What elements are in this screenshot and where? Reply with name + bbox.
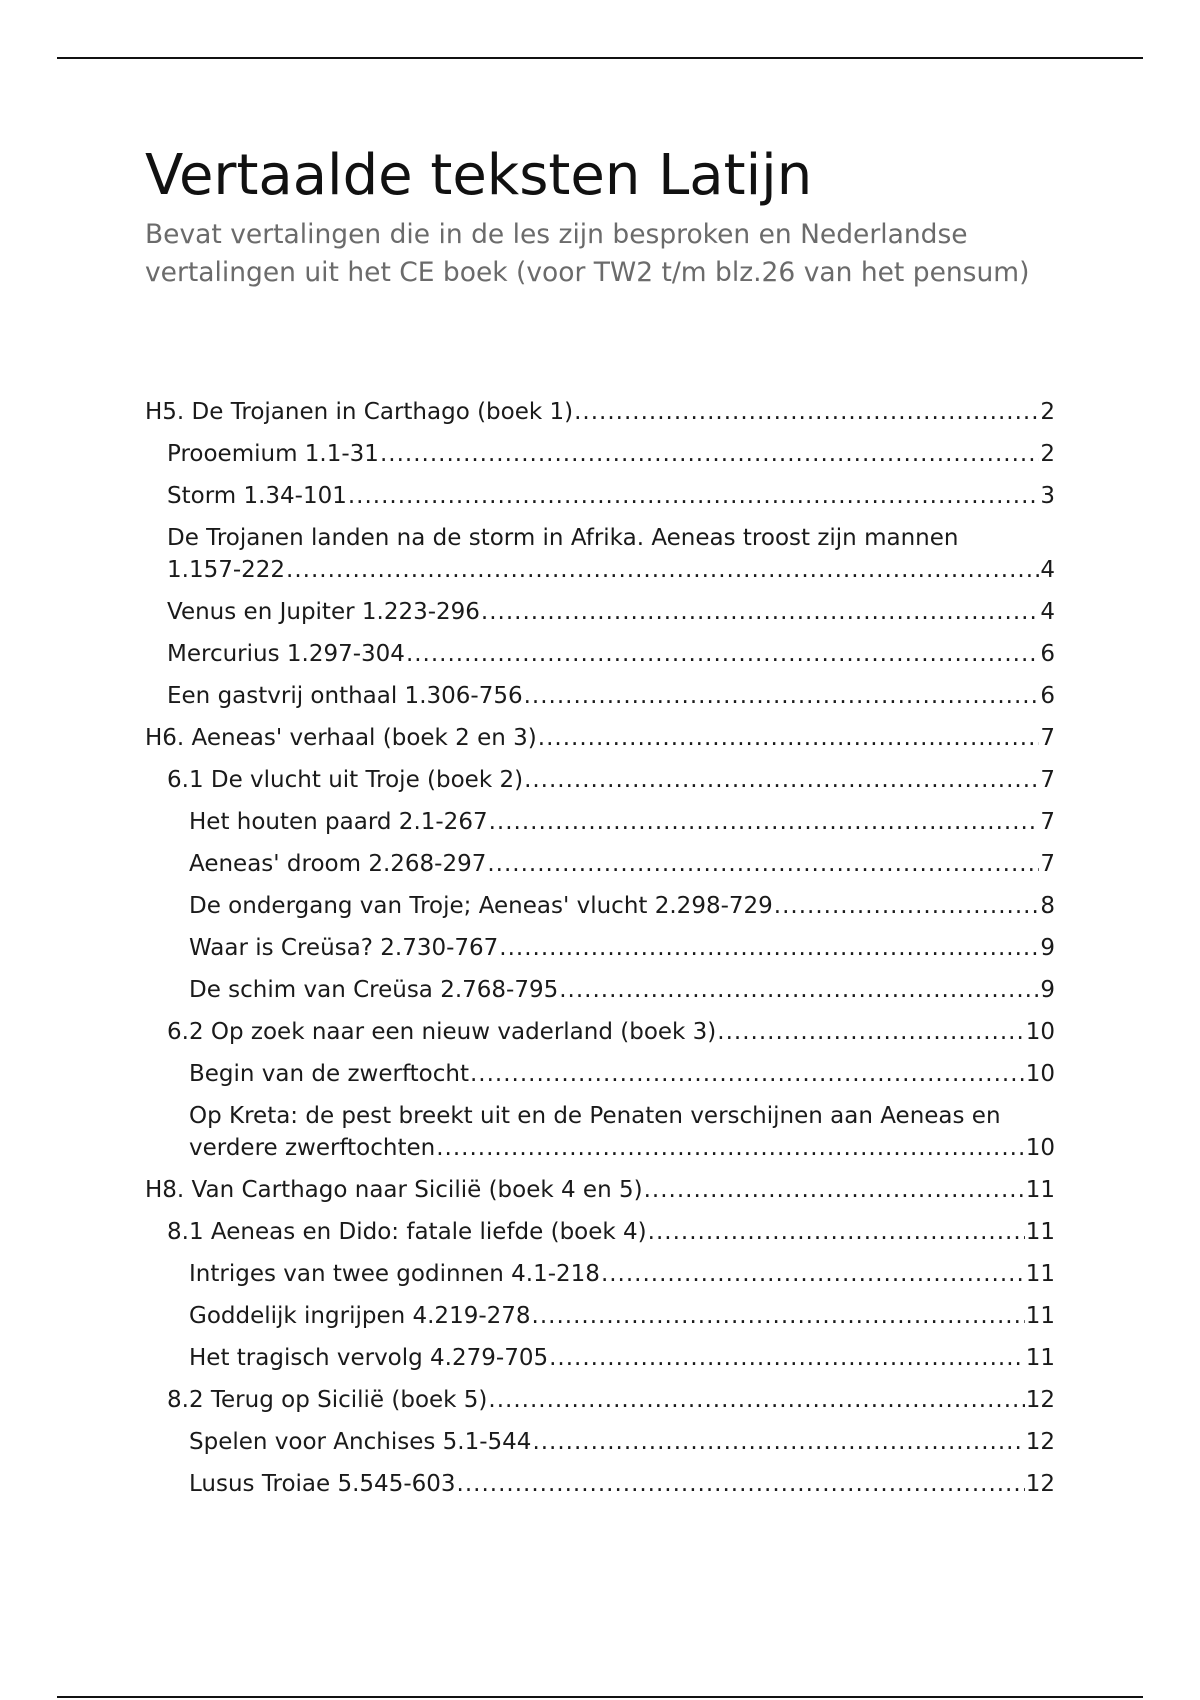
toc-entry[interactable] <box>145 806 1055 838</box>
toc-entry-line <box>167 480 1055 512</box>
toc-dot-leader <box>538 722 1040 754</box>
toc-entry-line <box>189 932 1055 964</box>
toc-entry-title: H5. De Trojanen in Carthago (boek 1) <box>145 399 574 425</box>
toc-entry-title: Begin van de zwerftocht <box>189 1061 469 1087</box>
toc-entry-title: 6.1 De vlucht uit Troje (boek 2) <box>167 767 524 793</box>
toc-entry-line <box>167 1216 1055 1248</box>
toc-entry-title: 6.2 Op zoek naar een nieuw vaderland (boek 3) <box>167 1019 717 1045</box>
document-title: Vertaalde teksten Latijn <box>145 143 813 208</box>
toc-entry-line <box>167 596 1055 628</box>
toc-entry-title: De schim van Creüsa 2.768-795 <box>189 977 559 1003</box>
toc-dot-leader <box>644 1174 1025 1206</box>
toc-entry-line <box>167 1384 1055 1416</box>
toc-entry-title: Waar is Creüsa? 2.730-767 <box>189 935 499 961</box>
toc-entry-title: Intriges van twee godinnen 4.1-218 <box>189 1261 600 1287</box>
toc-entry-line <box>189 1258 1055 1290</box>
toc-page-number: 2 <box>1040 441 1055 467</box>
toc-entry-line <box>167 764 1055 796</box>
toc-entry[interactable] <box>145 1384 1055 1416</box>
toc-entry[interactable] <box>145 1468 1055 1500</box>
toc-page-number: 7 <box>1040 809 1055 835</box>
toc-entry-line <box>189 890 1055 922</box>
toc-entry-title: Prooemium 1.1-31 <box>167 441 379 467</box>
toc-entry-title: Aeneas' droom 2.268-297 <box>189 851 487 877</box>
toc-entry-title: H8. Van Carthago naar Sicilië (boek 4 en 5) <box>145 1177 643 1203</box>
toc-page-number: 4 <box>1040 557 1055 583</box>
toc-page-number: 10 <box>1025 1019 1055 1045</box>
toc-entry-line <box>145 1174 1055 1206</box>
toc-page-number: 8 <box>1040 893 1055 919</box>
toc-entry[interactable] <box>145 1016 1055 1048</box>
toc-page-number: 7 <box>1040 767 1055 793</box>
toc-entry[interactable] <box>145 1426 1055 1458</box>
toc-entry-title: De ondergang van Troje; Aeneas' vlucht 2.298-729 <box>189 893 773 919</box>
toc-dot-leader <box>499 932 1039 964</box>
toc-dot-leader <box>348 480 1039 512</box>
toc-entry-title: H6. Aeneas' verhaal (boek 2 en 3) <box>145 725 537 751</box>
toc-page-number: 11 <box>1025 1345 1055 1371</box>
toc-entry[interactable] <box>145 438 1055 470</box>
header-rule <box>57 57 1143 59</box>
toc-entry-title: Storm 1.34-101 <box>167 483 347 509</box>
toc-dot-leader <box>774 890 1040 922</box>
toc-entry-title-line: De Trojanen landen na de storm in Afrika. Aeneas troost zijn mannen <box>167 525 959 551</box>
toc-page-number: 6 <box>1040 641 1055 667</box>
toc-dot-leader <box>286 554 1039 586</box>
toc-entry[interactable] <box>145 1216 1055 1248</box>
document-subtitle: Bevat vertalingen die in de les zijn besproken en Nederlandse vertalingen uit het CE boek (voor TW2 t/m blz.26 van het pensum) <box>145 219 1030 288</box>
toc-dot-leader <box>532 1426 1024 1458</box>
toc-page-number: 11 <box>1025 1219 1055 1245</box>
toc-page-number: 9 <box>1040 977 1055 1003</box>
toc-entry-line <box>145 722 1055 754</box>
toc-entry-title: verdere zwerftochten <box>189 1135 436 1161</box>
table-of-contents <box>145 396 1055 1510</box>
toc-page-number: 11 <box>1025 1177 1055 1203</box>
toc-dot-leader <box>648 1216 1025 1248</box>
toc-entry-line <box>145 396 1055 428</box>
toc-entry-title: Een gastvrij onthaal 1.306-756 <box>167 683 523 709</box>
toc-entry[interactable] <box>145 722 1055 754</box>
toc-dot-leader <box>601 1258 1025 1290</box>
toc-entry-line <box>189 848 1055 880</box>
toc-dot-leader <box>524 680 1040 712</box>
toc-entry[interactable] <box>145 396 1055 428</box>
toc-entry-line <box>167 438 1055 470</box>
toc-entry-line <box>189 974 1055 1006</box>
toc-entry-line <box>189 1468 1055 1500</box>
toc-entry-line <box>189 1132 1055 1164</box>
toc-dot-leader <box>406 638 1039 670</box>
toc-entry[interactable] <box>145 932 1055 964</box>
toc-page-number: 10 <box>1025 1135 1055 1161</box>
toc-page-number: 12 <box>1025 1387 1055 1413</box>
toc-dot-leader <box>532 1300 1025 1332</box>
toc-entry-title: Venus en Jupiter 1.223-296 <box>167 599 480 625</box>
toc-page-number: 10 <box>1025 1061 1055 1087</box>
toc-entry-title: Het tragisch vervolg 4.279-705 <box>189 1345 549 1371</box>
toc-entry-line <box>189 1058 1055 1090</box>
toc-page-number: 12 <box>1025 1429 1055 1455</box>
toc-page-number: 7 <box>1040 725 1055 751</box>
toc-entry[interactable] <box>145 596 1055 628</box>
toc-dot-leader <box>559 974 1039 1006</box>
toc-entry[interactable] <box>145 764 1055 796</box>
footer-rule <box>57 1696 1143 1698</box>
toc-entry-title: 1.157-222 <box>167 557 286 583</box>
toc-page-number: 3 <box>1040 483 1055 509</box>
toc-page-number: 7 <box>1040 851 1055 877</box>
toc-entry-line <box>167 1016 1055 1048</box>
toc-entry[interactable] <box>145 680 1055 712</box>
toc-dot-leader <box>481 596 1039 628</box>
toc-entry-title: Mercurius 1.297-304 <box>167 641 405 667</box>
toc-entry[interactable] <box>145 848 1055 880</box>
toc-dot-leader <box>488 1384 1024 1416</box>
toc-dot-leader <box>524 764 1039 796</box>
toc-entry-line <box>189 1342 1055 1374</box>
toc-entry[interactable] <box>145 974 1055 1006</box>
toc-dot-leader <box>717 1016 1024 1048</box>
toc-entry[interactable] <box>145 1300 1055 1332</box>
toc-dot-leader <box>489 806 1040 838</box>
toc-entry-title: Goddelijk ingrijpen 4.219-278 <box>189 1303 531 1329</box>
toc-entry-line <box>167 638 1055 670</box>
toc-page-number: 11 <box>1025 1261 1055 1287</box>
toc-entry[interactable] <box>145 480 1055 512</box>
toc-page-number: 2 <box>1040 399 1055 425</box>
toc-dot-leader <box>380 438 1039 470</box>
toc-dot-leader <box>457 1468 1025 1500</box>
toc-entry-line <box>167 554 1055 586</box>
toc-page-number: 11 <box>1025 1303 1055 1329</box>
toc-entry-title: Spelen voor Anchises 5.1-544 <box>189 1429 532 1455</box>
toc-dot-leader <box>549 1342 1025 1374</box>
toc-page-number: 4 <box>1040 599 1055 625</box>
toc-entry[interactable] <box>145 1342 1055 1374</box>
toc-entry[interactable] <box>145 638 1055 670</box>
toc-entry-line <box>167 680 1055 712</box>
toc-entry[interactable] <box>145 890 1055 922</box>
toc-entry-line <box>189 806 1055 838</box>
toc-entry-title: Lusus Troiae 5.545-603 <box>189 1471 456 1497</box>
toc-entry-line <box>189 1426 1055 1458</box>
toc-dot-leader <box>574 396 1039 428</box>
toc-page-number: 12 <box>1025 1471 1055 1497</box>
toc-entry-title: 8.1 Aeneas en Dido: fatale liefde (boek 4) <box>167 1219 647 1245</box>
toc-entry[interactable] <box>145 1100 1055 1164</box>
toc-dot-leader <box>470 1058 1025 1090</box>
toc-entry-title-line: Op Kreta: de pest breekt uit en de Penaten verschijnen aan Aeneas en <box>189 1103 1001 1129</box>
toc-entry[interactable] <box>145 522 1055 586</box>
toc-page-number: 6 <box>1040 683 1055 709</box>
toc-dot-leader <box>487 848 1039 880</box>
toc-entry[interactable] <box>145 1058 1055 1090</box>
toc-entry[interactable] <box>145 1174 1055 1206</box>
toc-entry-title: 8.2 Terug op Sicilië (boek 5) <box>167 1387 488 1413</box>
toc-page-number: 9 <box>1040 935 1055 961</box>
toc-entry-title: Het houten paard 2.1-267 <box>189 809 488 835</box>
toc-entry[interactable] <box>145 1258 1055 1290</box>
toc-entry-line <box>189 1300 1055 1332</box>
toc-dot-leader <box>436 1132 1025 1164</box>
